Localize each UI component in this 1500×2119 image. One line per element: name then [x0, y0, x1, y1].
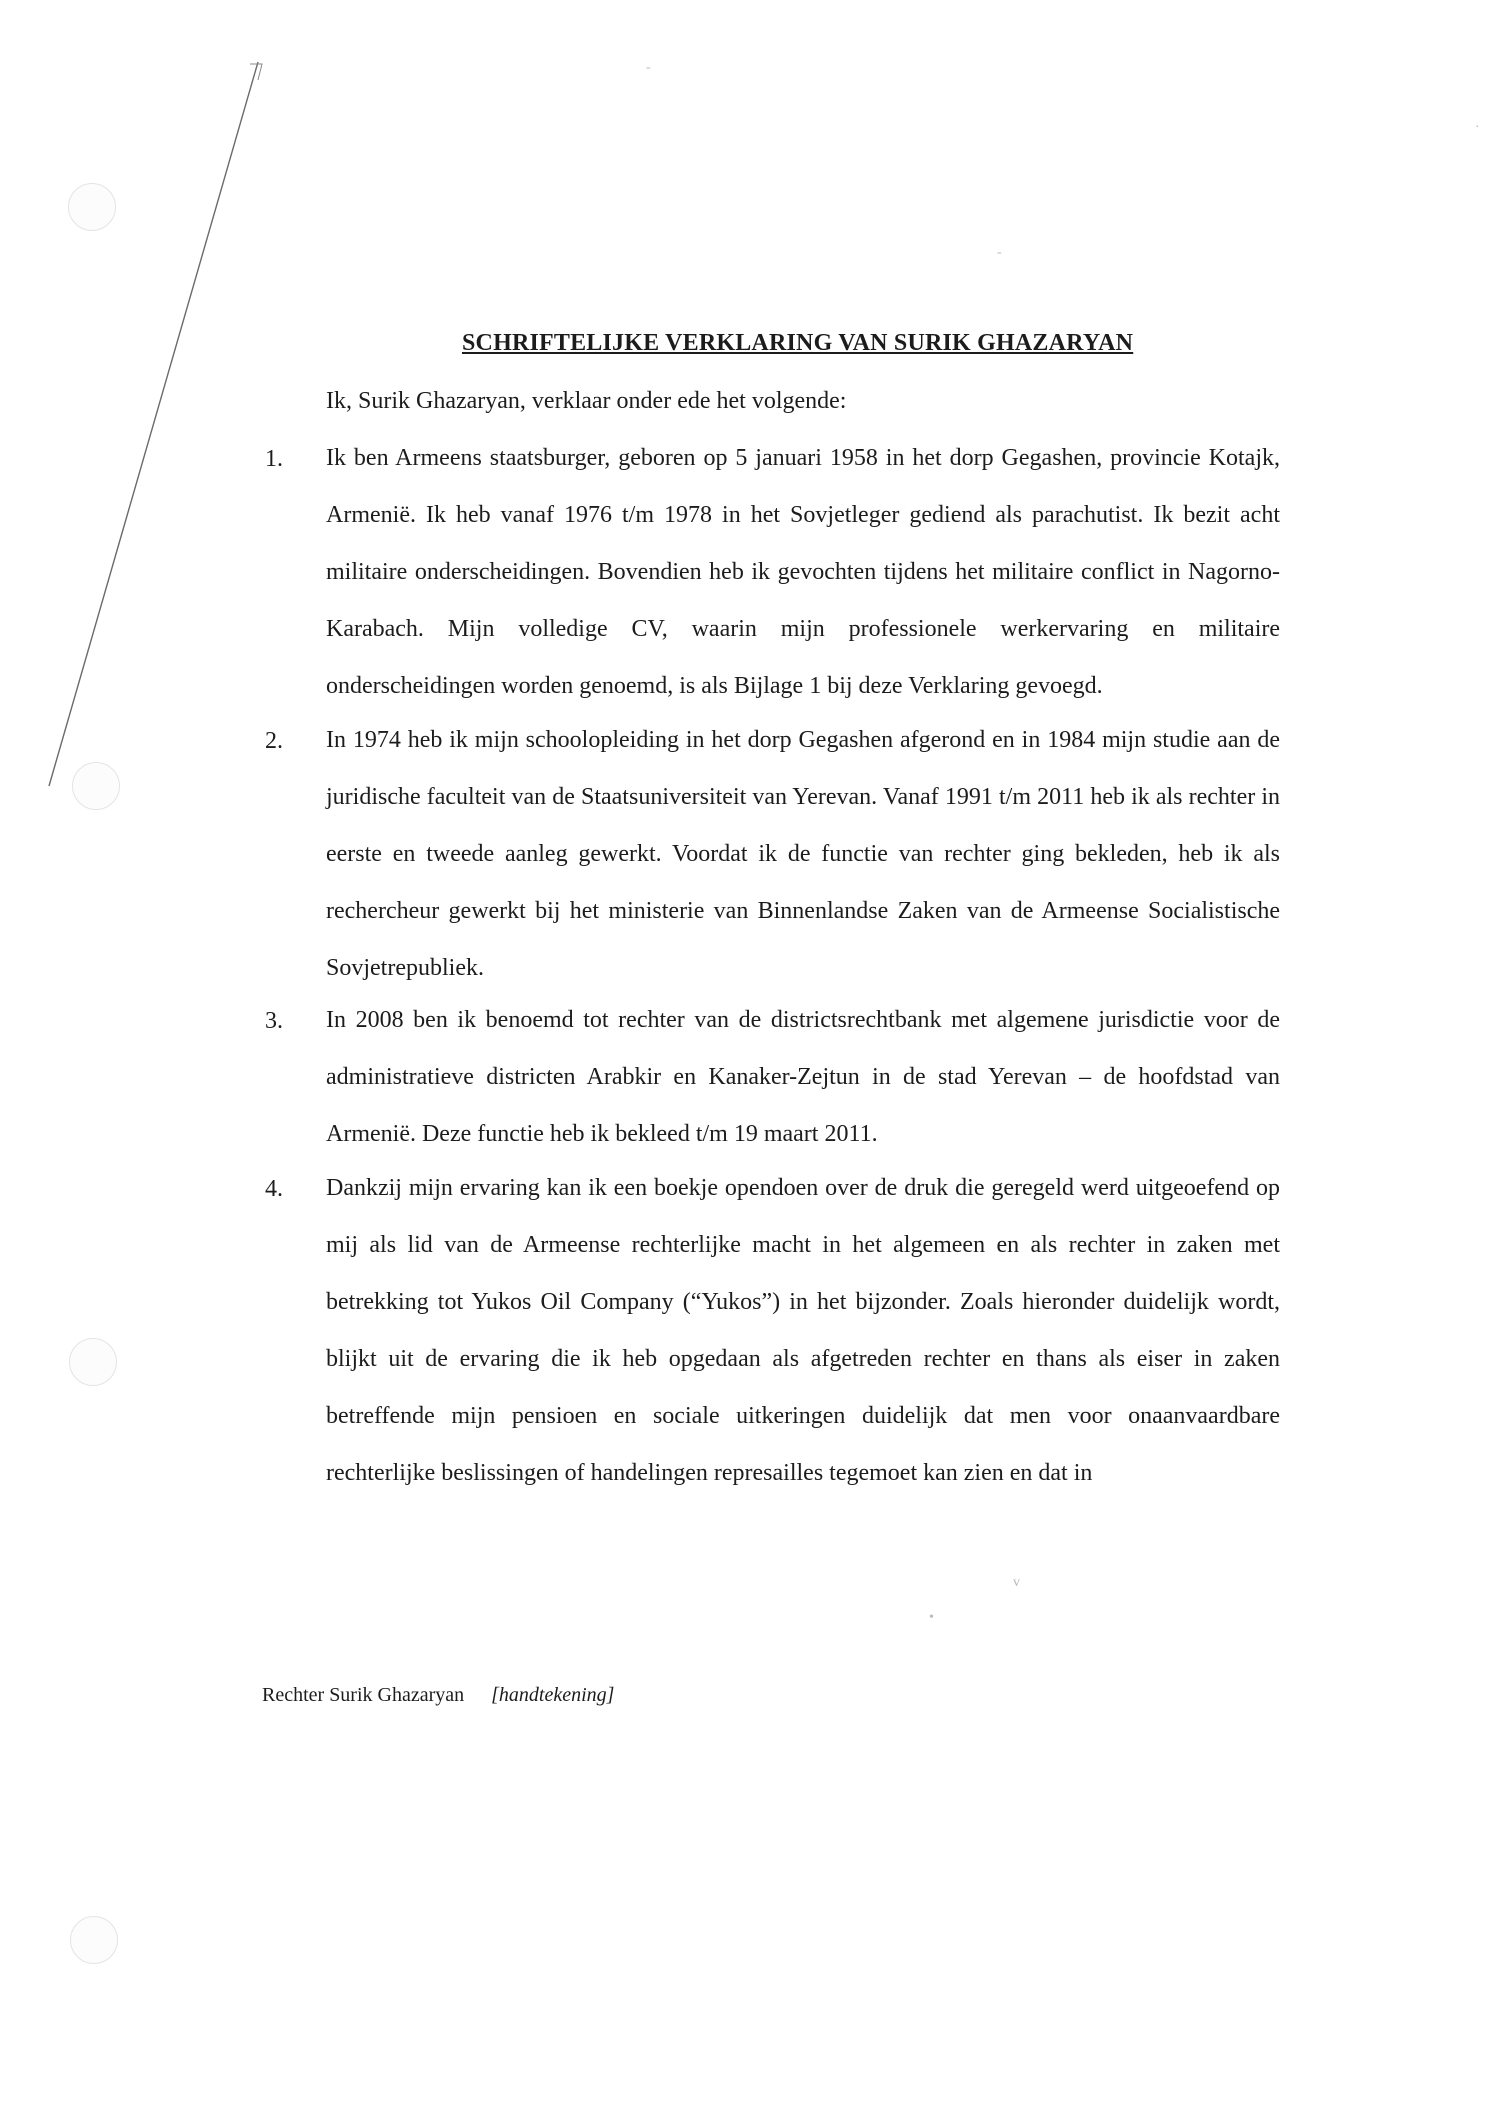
- item-text: Dankzij mijn ervaring kan ik een boekje opendoen over de druk die geregeld werd uitgeoefend op mij als lid van de Armeense rechterlijke macht in het algemeen en als rechter in zaken met betrekking tot Yukos Oil Company (“Yukos”) in het bijzonder. Zoals hieronder duidelijk wordt, blijkt uit de ervaring die ik heb opgedaan als afgetreden rechter en thans als eiser in zaken betreffende mijn pensioen en sociale uitkeringen duidelijk dat men voor onaanvaardbare rechterlijke beslissingen of handelingen represailles tegemoet kan zien en dat in: [326, 1175, 1280, 1486]
- punch-hole-3: [69, 1338, 117, 1386]
- item-text: In 1974 heb ik mijn schoolopleiding in het dorp Gegashen afgerond en in 1984 mijn studie aan de juridische faculteit van de Staatsuniversiteit van Yerevan. Vanaf 1991 t/m 2011 heb ik als rechter in eerste en tweede aanleg gewerkt. Voordat ik de functie van rechter ging bekleden, heb ik als rechercheur gewerkt bij het ministerie van Binnenlandse Zaken van de Armeense Socialistische Sovjetrepubliek.: [326, 727, 1280, 981]
- scan-speck: •: [929, 1610, 934, 1625]
- item-number: 4.: [265, 1176, 283, 1202]
- scan-speck: ·: [1475, 120, 1480, 135]
- item-number: 3.: [265, 1008, 283, 1034]
- item-number: 1.: [265, 446, 283, 472]
- scan-speck: -: [646, 60, 651, 75]
- intro-text: Ik, Surik Ghazaryan, verklaar onder ede het volgende:: [326, 388, 847, 414]
- scan-speck: v: [1013, 1575, 1020, 1590]
- signer-name: Rechter Surik Ghazaryan: [262, 1684, 465, 1706]
- signature-line: [262, 1684, 614, 1707]
- signature-mark: [handtekening]: [491, 1684, 615, 1706]
- scan-speck: -: [997, 245, 1002, 260]
- item-text: Ik ben Armeens staatsburger, geboren op 5 januari 1958 in het dorp Gegashen, provincie Kotajk, Armenië. Ik heb vanaf 1976 t/m 1978 in het Sovjetleger gediend als parachutist. Ik bezit acht militaire onderscheidingen. Bovendien heb ik gevochten tijdens het militaire conflict in Nagorno-Karabach. Mijn volledige CV, waarin mijn professionele werkervaring en militaire onderscheidingen worden genoemd, is als Bijlage 1 bij deze Verklaring gevoegd.: [326, 445, 1280, 699]
- document-title: SCHRIFTELIJKE VERKLARING VAN SURIK GHAZARYAN: [462, 330, 1134, 356]
- margin-line: [0, 0, 300, 820]
- item-text: In 2008 ben ik benoemd tot rechter van de districtsrechtbank met algemene jurisdictie voor de administratieve districten Arabkir en Kanaker-Zejtun in de stad Yerevan – de hoofdstad van Armenië. Deze functie heb ik bekleed t/m 19 maart 2011.: [326, 1007, 1280, 1147]
- punch-hole-4: [70, 1916, 118, 1964]
- item-number: 2.: [265, 728, 283, 754]
